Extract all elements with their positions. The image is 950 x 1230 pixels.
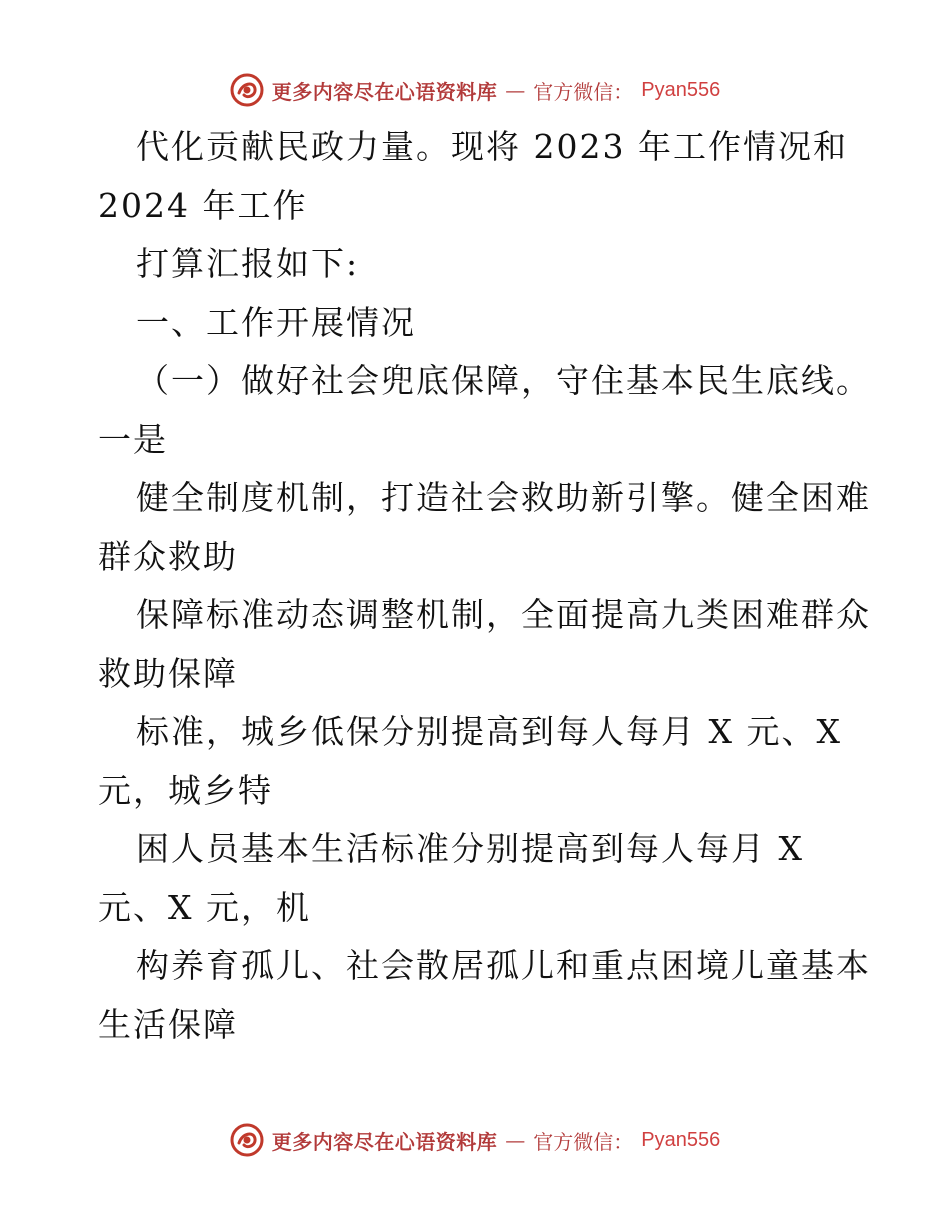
subsection-heading: （一）做好社会兜底保障，守住基本民生底线。: [136, 361, 871, 400]
watermark-separator: —: [505, 78, 526, 102]
text-line: 元、X 元，机: [98, 887, 311, 927]
text-line: 一是: [98, 419, 168, 459]
text-line: 困人员基本生活标准分别提高到每人每月 X: [136, 829, 804, 868]
text-line: 健全制度机制，打造社会救助新引擎。健全困难: [136, 478, 871, 517]
text-line: 群众救助: [98, 536, 238, 576]
watermark-wechat-label: 官方微信：: [533, 1129, 634, 1154]
text-line: 救助保障: [98, 653, 238, 693]
red-swirl-logo-icon: [230, 73, 264, 107]
header-watermark: [0, 70, 950, 110]
watermark-separator: —: [505, 1128, 526, 1152]
footer-watermark: [0, 1120, 950, 1160]
watermark-wechat-id: Pyan556: [641, 78, 721, 101]
text-line: 打算汇报如下:: [136, 244, 360, 283]
red-swirl-logo-icon: [230, 1123, 264, 1157]
watermark-site-text: 更多内容尽在心语资料库: [271, 79, 498, 104]
watermark-wechat-label: 官方微信：: [533, 79, 634, 104]
text-line: 2024 年工作: [98, 185, 308, 225]
text-line: 元，城乡特: [98, 770, 273, 810]
document-body: [98, 118, 871, 1054]
watermark-wechat-id: Pyan556: [641, 1128, 721, 1151]
section-heading: 一、工作开展情况: [136, 302, 416, 342]
text-line: 生活保障: [98, 1004, 238, 1044]
text-line: 标准，城乡低保分别提高到每人每月 X 元、X: [136, 712, 842, 751]
text-line: 构养育孤儿、社会散居孤儿和重点困境儿童基本: [136, 946, 871, 985]
text-line: 保障标准动态调整机制，全面提高九类困难群众: [136, 595, 871, 634]
text-line: 代化贡献民政力量。现将 2023 年工作情况和: [136, 127, 848, 166]
watermark-site-text: 更多内容尽在心语资料库: [271, 1129, 498, 1154]
